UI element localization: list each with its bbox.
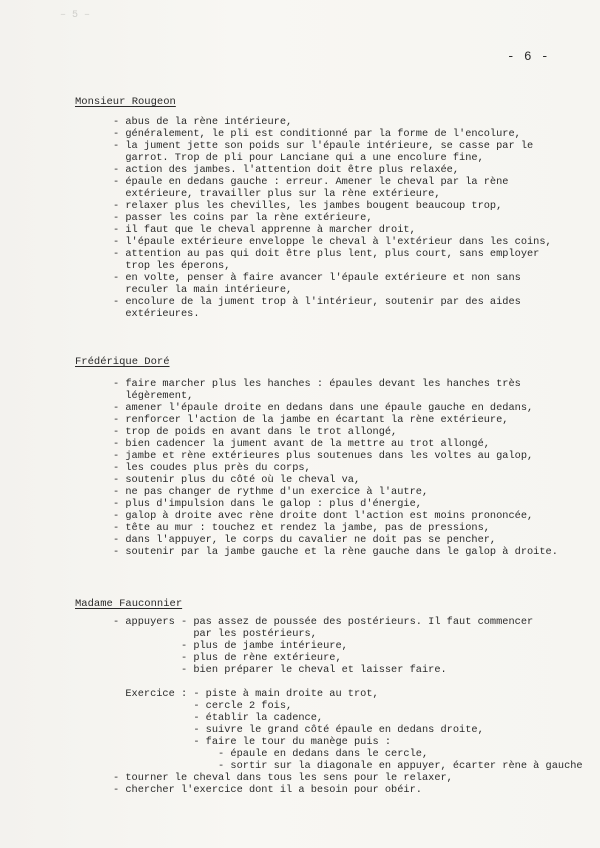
list-item: - épaule en dedans dans le cercle, — [113, 748, 429, 760]
list-item: - bien cadencer la jument avant de la mettre au trot allongé, — [113, 438, 490, 450]
list-item: trop les éperons, — [113, 260, 231, 272]
page-number: - 6 - — [507, 50, 550, 64]
list-item: - généralement, le pli est conditionné par la forme de l'encolure, — [113, 128, 521, 140]
list-item: extérieure, travailler plus sur la rène extérieure, — [113, 188, 441, 200]
list-item: légèrement, — [113, 390, 194, 402]
list-item: - faire le tour du manège puis : — [113, 736, 392, 748]
list-item: par les postérieurs, — [113, 628, 317, 640]
list-item: - tête au mur : touchez et rendez la jambe, pas de pressions, — [113, 522, 490, 534]
list-item: - relaxer plus les chevilles, les jambes bougent beaucoup trop, — [113, 200, 503, 212]
list-item: - les coudes plus près du corps, — [113, 462, 311, 474]
list-item: - appuyers - pas assez de poussée des postérieurs. Il faut commencer — [113, 616, 534, 628]
list-item: - l'épaule extérieure enveloppe le cheval à l'extérieur dans les coins, — [113, 236, 552, 248]
list-item: - renforcer l'action de la jambe en écartant la rène extérieure, — [113, 414, 509, 426]
list-item: - il faut que le cheval apprenne à marcher droit, — [113, 224, 416, 236]
list-item: - cercle 2 fois, — [113, 700, 293, 712]
list-item: - plus de jambe intérieure, — [113, 640, 348, 652]
list-item: - encolure de la jument trop à l'intérieur, soutenir par des aides — [113, 296, 521, 308]
list-item: - abus de la rène intérieure, — [113, 116, 293, 128]
list-item: - dans l'appuyer, le corps du cavalier ne doit pas se pencher, — [113, 534, 497, 546]
list-item: - bien préparer le cheval et laisser faire. — [113, 664, 447, 676]
list-item: garrot. Trop de pli pour Lanciane qui a une encolure fine, — [113, 152, 484, 164]
list-item: - passer les coins par la rène extérieure, — [113, 212, 373, 224]
list-item: - attention au pas qui doit être plus lent, plus court, sans employer — [113, 248, 540, 260]
list-item: - épaule en dedans gauche : erreur. Amener le cheval par la rène — [113, 176, 509, 188]
list-item: - chercher l'exercice dont il a besoin pour obéir. — [113, 784, 422, 796]
list-item: - ne pas changer de rythme d'un exercice à l'autre, — [113, 486, 429, 498]
list-item: - plus de rène extérieure, — [113, 652, 342, 664]
list-item: - plus d'impulsion dans le galop : plus d'énergie, — [113, 498, 422, 510]
list-item: - galop à droite avec rène droite dont l'action est moins prononcée, — [113, 510, 534, 522]
list-item: reculer la main intérieure, — [113, 284, 293, 296]
list-item: - soutenir par la jambe gauche et la rène gauche dans le galop à droite. — [113, 546, 558, 558]
list-item: - soutenir plus du côté où le cheval va, — [113, 474, 361, 486]
list-item: - en volte, penser à faire avancer l'épaule extérieure et non sans — [113, 272, 521, 284]
list-item: - faire marcher plus les hanches : épaules devant les hanches très — [113, 378, 521, 390]
list-item: Exercice : - piste à main droite au trot, — [113, 688, 379, 700]
bleed-through-text: – 5 – — [60, 10, 91, 21]
section-title-fauconnier: Madame Fauconnier — [75, 598, 183, 610]
list-item: - suivre le grand côté épaule en dedans droite, — [113, 724, 484, 736]
section-title-rougeon: Monsieur Rougeon — [75, 96, 176, 108]
list-item: - la jument jette son poids sur l'épaule intérieure, se casse par le — [113, 140, 534, 152]
list-item: - amener l'épaule droite en dedans dans une épaule gauche en dedans, — [113, 402, 534, 414]
list-item: - jambe et rène extérieures plus soutenues dans les voltes au galop, — [113, 450, 534, 462]
list-item: - sortir sur la diagonale en appuyer, écarter rène à gauche — [113, 760, 583, 772]
section-title-dore: Frédérique Doré — [75, 356, 170, 368]
list-item: - établir la cadence, — [113, 712, 324, 724]
list-item: - trop de poids en avant dans le trot allongé, — [113, 426, 398, 438]
list-item: - tourner le cheval dans tous les sens pour le relaxer, — [113, 772, 453, 784]
list-item: extérieures. — [113, 308, 200, 320]
list-item: - action des jambes. l'attention doit être plus relaxée, — [113, 164, 460, 176]
